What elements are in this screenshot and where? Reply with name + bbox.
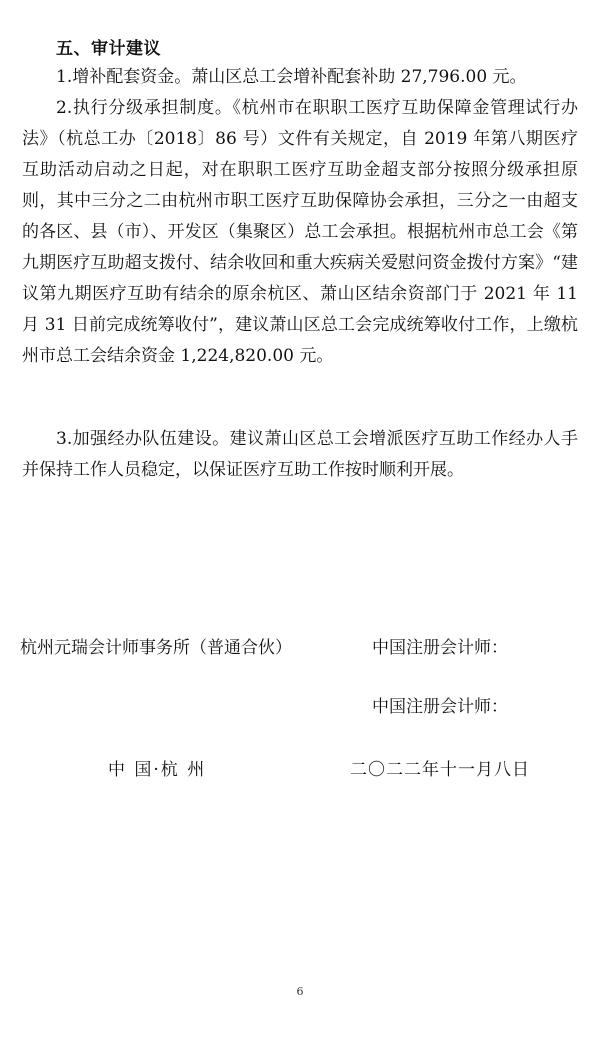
paragraph-staff-building: 3.加强经办队伍建设。建议萧山区总工会增派医疗互助工作经办人手并保持工作人员稳定，以保证医疗互助工作按时顺利开展。	[22, 429, 578, 480]
paragraph-tiered-responsibility: 2.执行分级承担制度。《杭州市在职职工医疗互助保障金管理试行办法》（杭总工办〔2018〕86 号）文件有关规定，自 2019 年第八期医疗互助活动启动之日起，对在职职工医疗互助金超支部分按照分级承担原则，其中三分之二由杭州市职工医疗互助保障协会承担，三分之一由超支的各区、县（市）、开发区（集聚区）总工会承担。根据杭州市总工会《第九期医疗互助超支拨付、结余收回和重大疾病关爱慰问资金拨付方案》“建议第九期医疗互助有结余的原余杭区、萧山区结余资部门于 2021 年 11 月 31 日前完成统筹收付”，建议萧山区总工会完成统筹收付工作，上缴杭州市总工会结余资金 1,224,820.00 元。	[22, 98, 578, 366]
cpa-signature-label-2: 中国注册会计师：	[372, 697, 508, 717]
report-date: 二〇二二年十一月八日	[350, 760, 530, 780]
location: 中 国·杭 州	[108, 760, 207, 780]
paragraph-supplementary-funds: 1.增补配套资金。萧山区总工会增补配套补助 27,796.00 元。	[56, 67, 527, 87]
cpa-signature-label-1: 中国注册会计师：	[372, 638, 508, 658]
firm-name: 杭州元瑞会计师事务所（普通合伙）	[20, 638, 292, 658]
page-number: 6	[296, 985, 304, 998]
section-heading: 五、审计建议	[56, 39, 161, 59]
